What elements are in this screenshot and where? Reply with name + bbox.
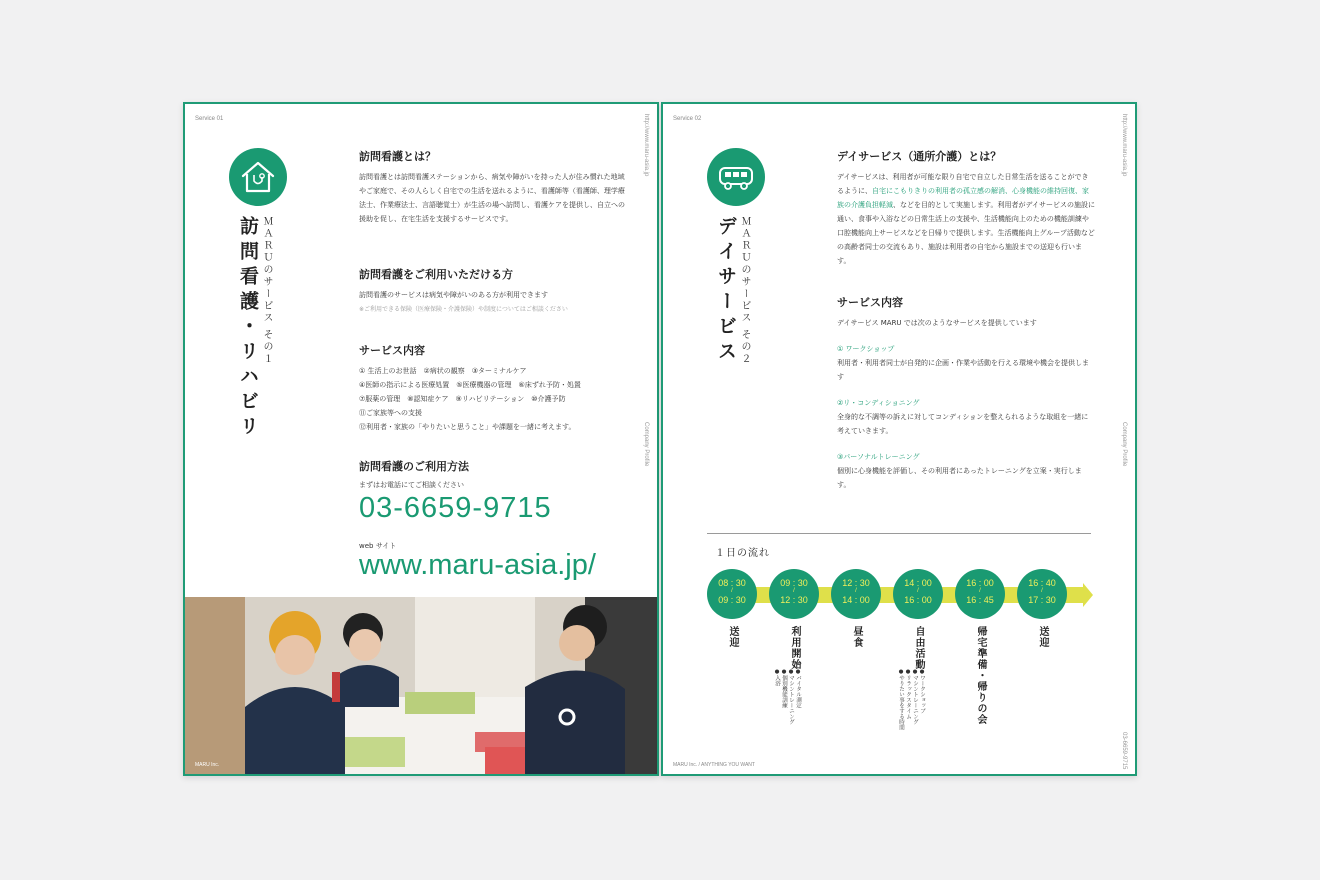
flow-step-label: 自由活動: [913, 626, 924, 670]
flow-step-details: ●バイタル測定 ●マシントレーニング ●個別機能訓練 ●入浴: [774, 669, 801, 725]
home-care-logo-icon: [229, 148, 287, 206]
service-line: ⑦服薬の管理 ⑧認知症ケア ⑨リハビリテーション ⑩介護予防: [359, 395, 566, 403]
time-separator: /: [855, 588, 857, 594]
timeline-arrow-head: [1083, 583, 1093, 607]
side-url: http://www.maru-asia.jp: [643, 114, 649, 177]
side-company-profile: Company Profile: [1121, 422, 1127, 467]
service-item-title: ②リ・コンディショニング: [837, 399, 920, 407]
section-about-body: [837, 170, 1095, 268]
web-label: web サイト: [359, 542, 397, 550]
time-separator: /: [1041, 588, 1043, 594]
time-separator: /: [979, 588, 981, 594]
flow-step-label: 利用開始: [789, 626, 800, 670]
section-services-heading: サービス内容: [837, 296, 903, 309]
time-bubble: [769, 569, 819, 619]
section-howto-heading: 訪問看護のご利用方法: [359, 460, 469, 473]
service-line: ⑫利用者・家族の「やりたいと思うこと」や課題を一緒に考えます。: [359, 423, 576, 431]
footer-left: MARU Inc.: [195, 762, 220, 768]
section-eligible-heading: 訪問看護をご利用いただける方: [359, 268, 513, 281]
side-url: http://www.maru-asia.jp: [1121, 114, 1127, 177]
section-services-heading: サービス内容: [359, 344, 425, 357]
time-separator: /: [731, 588, 733, 594]
time-end: 14 : 00: [842, 595, 870, 605]
section-services: [359, 342, 629, 434]
time-bubble: [893, 569, 943, 619]
service-number: Service 02: [673, 116, 702, 122]
section-about-heading: デイサービス（通所介護）とは？: [837, 150, 1002, 163]
service-item-body: 全身的な不調等の訴えに対してコンディションを整えられるような取組を一緒に考えていきます。: [837, 413, 1089, 435]
side-phone: 03-6659-9715: [1121, 732, 1127, 770]
time-bubble: [707, 569, 757, 619]
service-subtitle: ＭＡＲＵのサービス その２: [739, 216, 750, 366]
about-text-highlight: 自宅にこもりきりの利用者の孤立感の解消、心身機能の維持回復、家族の介護負担軽減: [837, 187, 1089, 209]
section-eligible-body: 訪問看護のサービスは病気や障がいのある方が利用できます: [359, 291, 548, 299]
section-howto-body: まずはお電話にてご相談ください: [359, 481, 464, 489]
phone-number[interactable]: 03-6659-9715: [359, 492, 552, 524]
service-line: ⑪ご家族等への支援: [359, 409, 422, 417]
service-title: デイサービス: [715, 216, 737, 366]
service-number: Service 01: [195, 116, 224, 122]
time-start: 09 : 30: [780, 578, 808, 588]
service-line: ④医師の指示による医療処置 ⑤医療機器の管理 ⑥床ずれ予防・処置: [359, 381, 581, 389]
section-about-heading: 訪問看護とは？: [359, 150, 436, 163]
section-about: [359, 148, 629, 226]
section-eligible-note: ※ご利用できる保険（医療保険・介護保険）や制度についてはご相談ください: [359, 306, 568, 313]
flow-step-label: 昼食: [851, 626, 862, 648]
time-end: 12 : 30: [780, 595, 808, 605]
service-item-body: 個別に心身機能を評価し、その利用者にあったトレーニングを立案・実行します。: [837, 467, 1082, 489]
time-end: 16 : 00: [904, 595, 932, 605]
section-services: [837, 294, 1095, 492]
service-subtitle: ＭＡＲＵのサービス その１: [261, 216, 272, 366]
staff-photo: [185, 597, 657, 774]
service-title: 訪問看護・リハビリ: [237, 216, 259, 441]
time-bubble: [1017, 569, 1067, 619]
about-text-b: 、などを目的として実施します。利用者がデイサービスの施設に通い、食事や入浴などの日常生活上の支援や、生活機能向上のための機能訓練や口腔機能向上サービスなどを日帰りで提供します。生活機能向上グループ活動などの高齢者同士の交流もあり、施設は利用者の自宅から施設までの送迎も行います。: [837, 201, 1095, 265]
service-item-title: ① ワークショップ: [837, 345, 895, 353]
flow-step-details: ●ワークショップ ●マシントレーニング ●リラックスタイム ●やりたい事をする時間: [898, 669, 925, 730]
flow-step-label: 帰宅準備・帰りの会: [975, 626, 986, 725]
time-separator: /: [793, 588, 795, 594]
section-about: [837, 148, 1095, 268]
day-service-bus-icon: [707, 148, 765, 206]
service-line: ① 生活上のお世話 ②病状の観察 ③ターミナルケア: [359, 367, 527, 375]
section-services-intro: デイサービス MARU では次のようなサービスを提供しています: [837, 319, 1037, 327]
time-bubble: [955, 569, 1005, 619]
section-eligible: [359, 266, 629, 313]
flow-step-label: 送迎: [727, 626, 738, 648]
time-start: 08 : 30: [718, 578, 746, 588]
time-start: 16 : 40: [1028, 578, 1056, 588]
about-text-a: デイサービスは、利用者が可能な限り自宅で自立した日常生活を送ることができるように、: [837, 173, 1089, 195]
daily-flow-title: １日の流れ: [715, 548, 770, 559]
time-end: 16 : 45: [966, 595, 994, 605]
time-end: 17 : 30: [1028, 595, 1056, 605]
right-page: [661, 102, 1137, 776]
time-bubble: [831, 569, 881, 619]
side-company-profile: Company Profile: [643, 422, 649, 467]
section-about-body: 訪問看護とは訪問看護ステーションから、病気や障がいを持った人が住み慣れた地域やご家庭で、その人らしく自宅での生活を送れるように、看護師等（看護師、理学療法士、作業療法士、言語聴覚士）が生活の場へ訪問し、看護ケアを提供し、自立への援助を促し、在宅生活を支援するサービスです。: [359, 173, 625, 223]
flow-step-label: 送迎: [1037, 626, 1048, 648]
website-link[interactable]: www.maru-asia.jp/: [359, 549, 596, 581]
time-separator: /: [917, 588, 919, 594]
section-howto: [359, 458, 629, 490]
left-page: [183, 102, 659, 776]
time-start: 12 : 30: [842, 578, 870, 588]
time-start: 14 : 00: [904, 578, 932, 588]
service-item-body: 利用者・利用者同士が自発的に企画・作業や活動を行える環境や機会を提供します: [837, 359, 1089, 381]
service-item-title: ③パーソナルトレーニング: [837, 453, 920, 461]
time-end: 09 : 30: [718, 595, 746, 605]
divider: [707, 533, 1091, 534]
footer-right: MARU Inc. / ANYTHING YOU WANT: [673, 762, 755, 768]
time-start: 16 : 00: [966, 578, 994, 588]
